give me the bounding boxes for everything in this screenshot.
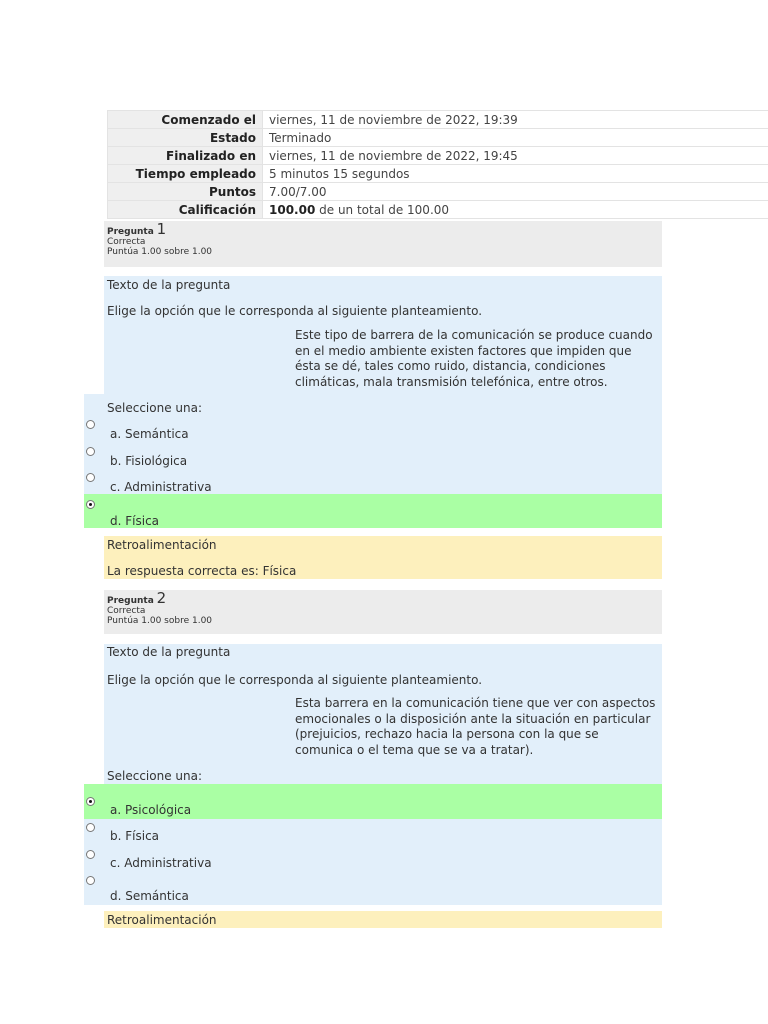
grade-value: 100.00 xyxy=(269,202,316,217)
summary-value: Terminado xyxy=(263,129,768,147)
question-instruction: Elige la opción que le corresponda al siguiente planteamiento. xyxy=(107,304,483,318)
option-b-radio[interactable] xyxy=(86,447,95,456)
option-a-label[interactable]: a. Semántica xyxy=(110,427,189,441)
summary-row-finished xyxy=(108,147,768,165)
summary-row-state xyxy=(108,129,768,147)
summary-row-grade xyxy=(108,201,768,219)
summary-row-time xyxy=(108,165,768,183)
question-number: 2 xyxy=(156,589,167,607)
attempt-summary-table xyxy=(107,110,768,219)
question-statement: Este tipo de barrera de la comunicación se produce cuando en el medio ambiente existen factores que impiden que ésta se dé, tales como ruido, distancia, condiciones climáticas, mala transmisión telefónica, entre otros. xyxy=(295,328,653,389)
select-one-label: Seleccione una: xyxy=(107,401,202,415)
summary-row-started xyxy=(108,111,768,129)
question-statement: Esta barrera en la comunicación tiene que ver con aspectos emocionales o la disposición ante la situación en particular (prejuicios, rechazo hacia la persona con la que se comunica o el tema que se va a tratar). xyxy=(295,696,656,757)
feedback-label: Retroalimentación xyxy=(107,913,217,927)
option-c-radio[interactable] xyxy=(86,850,95,859)
option-b-radio[interactable] xyxy=(86,823,95,832)
option-c-label[interactable]: c. Administrativa xyxy=(110,856,212,870)
summary-value: 7.00/7.00 xyxy=(263,183,768,201)
summary-value: viernes, 11 de noviembre de 2022, 19:45 xyxy=(263,147,768,165)
option-d-label[interactable]: d. Semántica xyxy=(110,889,189,903)
option-d-radio[interactable] xyxy=(86,500,95,509)
summary-value: 5 minutos 15 segundos xyxy=(263,165,768,183)
question-state: Correcta xyxy=(107,606,146,616)
selected-correct-answer xyxy=(84,494,662,528)
option-c-label[interactable]: c. Administrativa xyxy=(110,480,212,494)
summary-label: Comenzado el xyxy=(108,111,263,129)
question-text-label: Texto de la pregunta xyxy=(107,645,231,659)
option-a-radio[interactable] xyxy=(86,797,95,806)
grade-total: de un total de 100.00 xyxy=(315,202,450,217)
summary-label: Puntos xyxy=(108,183,263,201)
select-one-label: Seleccione una: xyxy=(107,769,202,783)
question-score: Puntúa 1.00 sobre 1.00 xyxy=(107,616,213,626)
option-d-label[interactable]: d. Física xyxy=(110,514,160,528)
summary-row-points xyxy=(108,183,768,201)
feedback-label: Retroalimentación xyxy=(107,538,217,552)
question-text-label: Texto de la pregunta xyxy=(107,278,231,292)
summary-label: Calificación xyxy=(108,201,263,219)
option-d-radio[interactable] xyxy=(86,876,95,885)
question-heading: Pregunta xyxy=(107,227,154,237)
question-heading: Pregunta xyxy=(107,596,154,606)
summary-label: Tiempo empleado xyxy=(108,165,263,183)
option-a-label[interactable]: a. Psicológica xyxy=(110,803,192,817)
question-number: 1 xyxy=(156,220,167,238)
summary-value: viernes, 11 de noviembre de 2022, 19:39 xyxy=(263,111,768,129)
question-score: Puntúa 1.00 sobre 1.00 xyxy=(107,247,213,257)
summary-label: Finalizado en xyxy=(108,147,263,165)
option-c-radio[interactable] xyxy=(86,473,95,482)
option-b-label[interactable]: b. Física xyxy=(110,829,160,843)
question-2-info xyxy=(104,590,662,634)
summary-label: Estado xyxy=(108,129,263,147)
question-1-info xyxy=(104,221,662,267)
option-b-label[interactable]: b. Fisiológica xyxy=(110,454,188,468)
summary-value xyxy=(263,201,768,219)
question-state: Correcta xyxy=(107,237,146,247)
question-instruction: Elige la opción que le corresponda al siguiente planteamiento. xyxy=(107,673,483,687)
option-a-radio[interactable] xyxy=(86,420,95,429)
correct-answer-text: La respuesta correcta es: Física xyxy=(107,564,297,578)
